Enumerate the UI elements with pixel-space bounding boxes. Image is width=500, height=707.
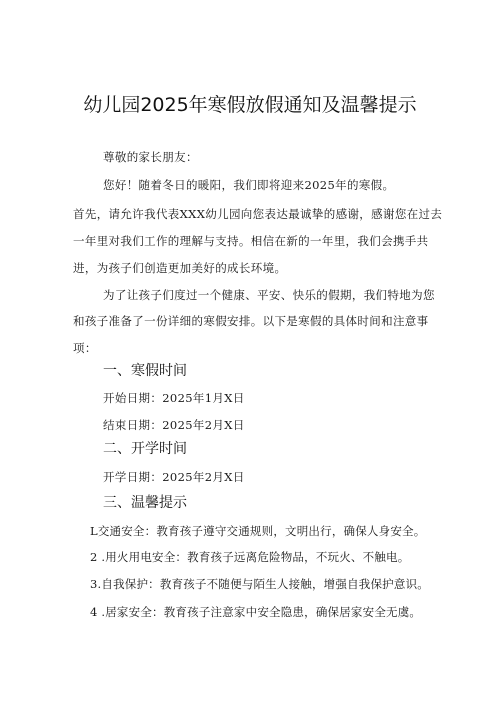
section-heading-holiday: 一、寒假时间 — [103, 363, 187, 379]
tip-item-4: 4 .居家安全：教育孩子注意家中安全隐患，确保居家安全无虞。 — [90, 605, 422, 619]
section-heading-tips: 三、温馨提示 — [103, 495, 187, 511]
tip-item-1: L交通安全：教育孩子遵守交通规则，文明出行，确保人身安全。 — [90, 524, 426, 538]
thanks-paragraph-line-3: 进，为孩子们创造更加美好的成长环境。 — [73, 261, 287, 275]
school-start-date: 开学日期：2025年2月X日 — [103, 470, 245, 484]
holiday-start-date: 开始日期：2025年1月X日 — [103, 391, 245, 405]
greeting-line: 尊敬的家长朋友： — [103, 150, 198, 164]
document-title: 幼儿园2025年寒假放假通知及温馨提示 — [83, 94, 417, 116]
holiday-end-date: 结束日期：2025年2月X日 — [103, 418, 245, 432]
tip-item-2: 2 .用火用电安全：教育孩子远离危险物品，不玩火、不触电。 — [90, 550, 410, 564]
purpose-paragraph-line-1: 为了让孩子们度过一个健康、平安、快乐的假期，我们特地为您 — [103, 288, 435, 302]
purpose-paragraph-line-2: 和孩子准备了一份详细的寒假安排。以下是寒假的具体时间和注意事 — [73, 314, 429, 328]
purpose-paragraph-line-3: 项： — [73, 341, 97, 355]
tip-item-3: 3.自我保护：教育孩子不随便与陌生人接触，增强自我保护意识。 — [90, 577, 429, 591]
thanks-paragraph-line-1: 首先，请允许我代表XXX幼儿园向您表达最诚挚的感谢，感谢您在过去 — [73, 207, 443, 221]
section-heading-school: 二、开学时间 — [103, 441, 187, 457]
thanks-paragraph-line-2: 一年里对我们工作的理解与支持。相信在新的一年里，我们会携手共 — [73, 234, 429, 248]
intro-paragraph: 您好！随着冬日的暖阳，我们即将迎来2025年的寒假。 — [103, 178, 395, 192]
